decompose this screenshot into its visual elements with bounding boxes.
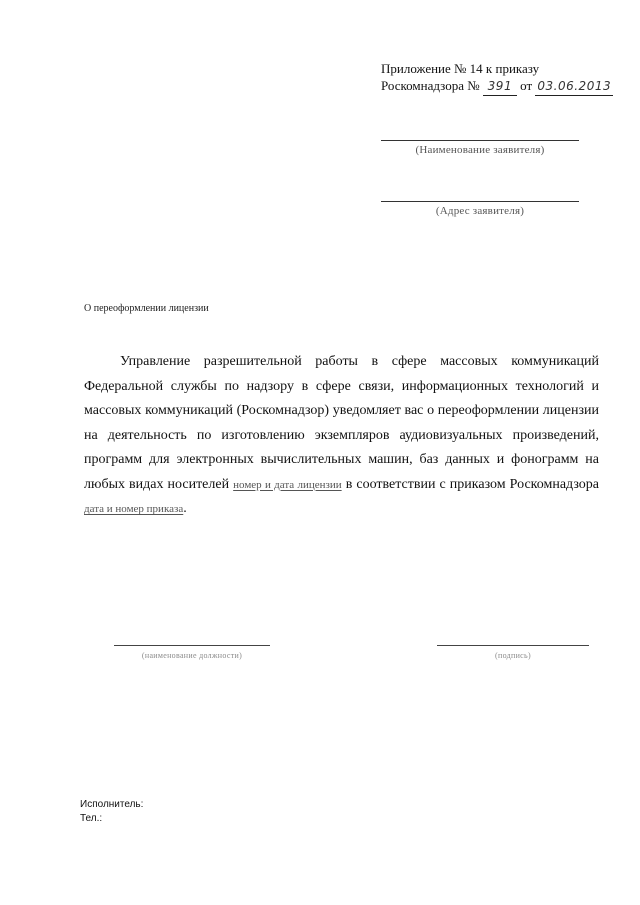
- applicant-address-caption: (Адрес заявителя): [435, 205, 525, 217]
- letter-body: [84, 350, 599, 522]
- order-date-number-placeholder: дата и номер приказа: [84, 503, 184, 515]
- body-text-part-2: в соответствии с приказом Роскомнадзора: [345, 476, 600, 492]
- position-signature-block: [114, 645, 270, 660]
- applicant-name-caption: (Наименование заявителя): [415, 144, 545, 156]
- appendix-reference: [381, 60, 613, 96]
- body-text-part-3: .: [183, 501, 187, 516]
- position-caption: (наименование должности): [141, 651, 243, 660]
- executor-label: Исполнитель:: [80, 799, 144, 810]
- applicant-address-field: [381, 201, 579, 217]
- appendix-line-1: Приложение № 14 к приказу: [381, 61, 540, 76]
- order-number: 391: [483, 78, 517, 96]
- body-text-part-1: Управление разрешительной работы в сфере массовых коммуникаций Федеральной службы по надзору в сфере связи, информационных технологий и массовых коммуникаций (Роскомнадзор) уведомляет вас о переоформлении лицензии на деятельность по изготовлению экземпляров аудиовизуальных произведений, программ для электронных вычислительных машин, баз данных и фонограмм на любых видах носителей: [84, 354, 599, 492]
- executor-info: [80, 798, 143, 826]
- applicant-name-line: [381, 140, 579, 141]
- letter-subject: О переоформлении лицензии: [84, 303, 209, 314]
- position-line: [114, 645, 270, 646]
- appendix-line-2: [381, 77, 613, 96]
- phone-label: Тел.:: [80, 813, 103, 824]
- from-label: от: [520, 78, 533, 93]
- signature-block: [437, 645, 589, 660]
- order-prefix: Роскомнадзора №: [381, 78, 480, 93]
- applicant-name-field: [381, 140, 579, 156]
- order-date: 03.06.2013: [535, 78, 613, 96]
- applicant-address-line: [381, 201, 579, 202]
- signature-line: [437, 645, 589, 646]
- signature-caption: (подпись): [495, 651, 531, 660]
- license-number-placeholder: номер и дата лицензии: [233, 478, 342, 491]
